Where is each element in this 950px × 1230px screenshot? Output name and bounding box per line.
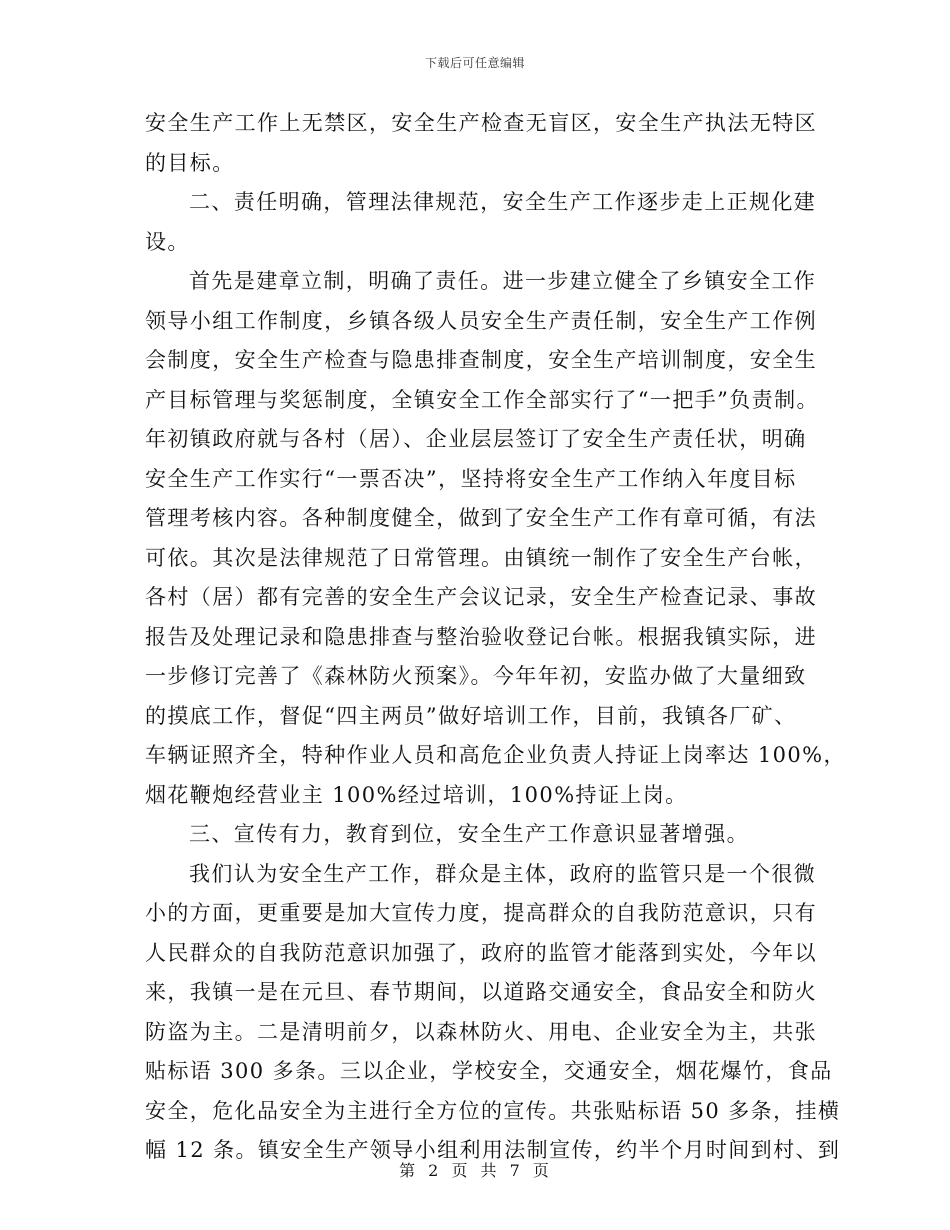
text-line-23: 来，我镇一是在元旦、春节期间，以道路交通安全，食品安全和防火 — [145, 980, 817, 1004]
text-line-25: 贴标语 300 多条。三以企业，学校安全，交通安全，烟花爆竹，食品 — [145, 1059, 833, 1083]
text-line-24: 防盗为主。二是清明前夕，以森林防火、用电、企业安全为主，共张 — [145, 1019, 817, 1044]
text-line-7: 会制度，安全生产检查与隐患排查制度，安全生产培训制度，安全生 — [145, 348, 817, 372]
text-line-17: 车辆证照齐全，特种作业人员和高危企业负责人持证上岗率达 100%， — [145, 743, 846, 767]
text-line-5: 首先是建章立制，明确了责任。进一步建立健全了乡镇安全工作 — [189, 269, 817, 293]
text-line-14: 报告及处理记录和隐患排查与整治验收登记台帐。根据我镇实际，进 — [145, 624, 817, 649]
text-line-11: 管理考核内容。各种制度健全，做到了安全生产工作有章可循，有法 — [145, 506, 817, 530]
text-line-8: 产目标管理与奖惩制度，全镇安全工作全部实行了“一把手”负责制。 — [145, 387, 819, 412]
text-line-2: 的目标。 — [145, 150, 235, 175]
text-line-15: 一步修订完善了《森林防火预案》。今年年初，安监办做了大量细致 — [145, 664, 807, 688]
text-line-4: 设。 — [145, 229, 190, 254]
text-line-18: 烟花鞭炮经营业主 100%经过培训，100%持证上岗。 — [145, 782, 688, 807]
text-line-16: 的摸底工作，督促“四主两员”做好培训工作，目前，我镇各厂矿、 — [145, 703, 797, 728]
section-heading-3: 三、宣传有力，教育到位，安全生产工作意识显著增强。 — [189, 822, 749, 846]
text-line-20: 我们认为安全生产工作，群众是主体，政府的监管只是一个很微 — [189, 861, 817, 886]
page-number: 第 2 页 共 7 页 — [399, 1161, 551, 1180]
text-line-10: 安全生产工作实行“一票否决”，坚持将安全生产工作纳入年度目标 — [145, 466, 797, 491]
page-header: 下载后可任意编辑 — [424, 56, 525, 70]
text-line-12: 可依。其次是法律规范了日常管理。由镇统一制作了安全生产台帐， — [145, 545, 817, 570]
text-line-22: 人民群众的自我防范意识加强了，政府的监管才能落到实处，今年以 — [145, 940, 817, 965]
text-line-26: 安全，危化品安全为主进行全方位的宣传。共张贴标语 50 多条，挂横 — [145, 1098, 841, 1123]
document-body — [145, 104, 846, 1171]
text-line-21: 小的方面，更重要是加大宣传力度，提高群众的自我防范意识，只有 — [145, 901, 817, 925]
text-line-9: 年初镇政府就与各村（居）、企业层层签订了安全生产责任状，明确 — [145, 427, 807, 451]
text-line-6: 领导小组工作制度，乡镇各级人员安全生产责任制，安全生产工作例 — [145, 308, 817, 333]
text-line-1: 安全生产工作上无禁区，安全生产检查无盲区，安全生产执法无特区 — [145, 111, 817, 135]
text-line-13: 各村（居）都有完善的安全生产会议记录，安全生产检查记录、事故 — [145, 585, 817, 609]
section-heading-2: 二、责任明确，管理法律规范，安全生产工作逐步走上正规化建 — [189, 190, 817, 214]
text-line-27: 幅 12 条。镇安全生产领导小组利用法制宣传，约半个月时间到村、到 — [145, 1138, 841, 1162]
